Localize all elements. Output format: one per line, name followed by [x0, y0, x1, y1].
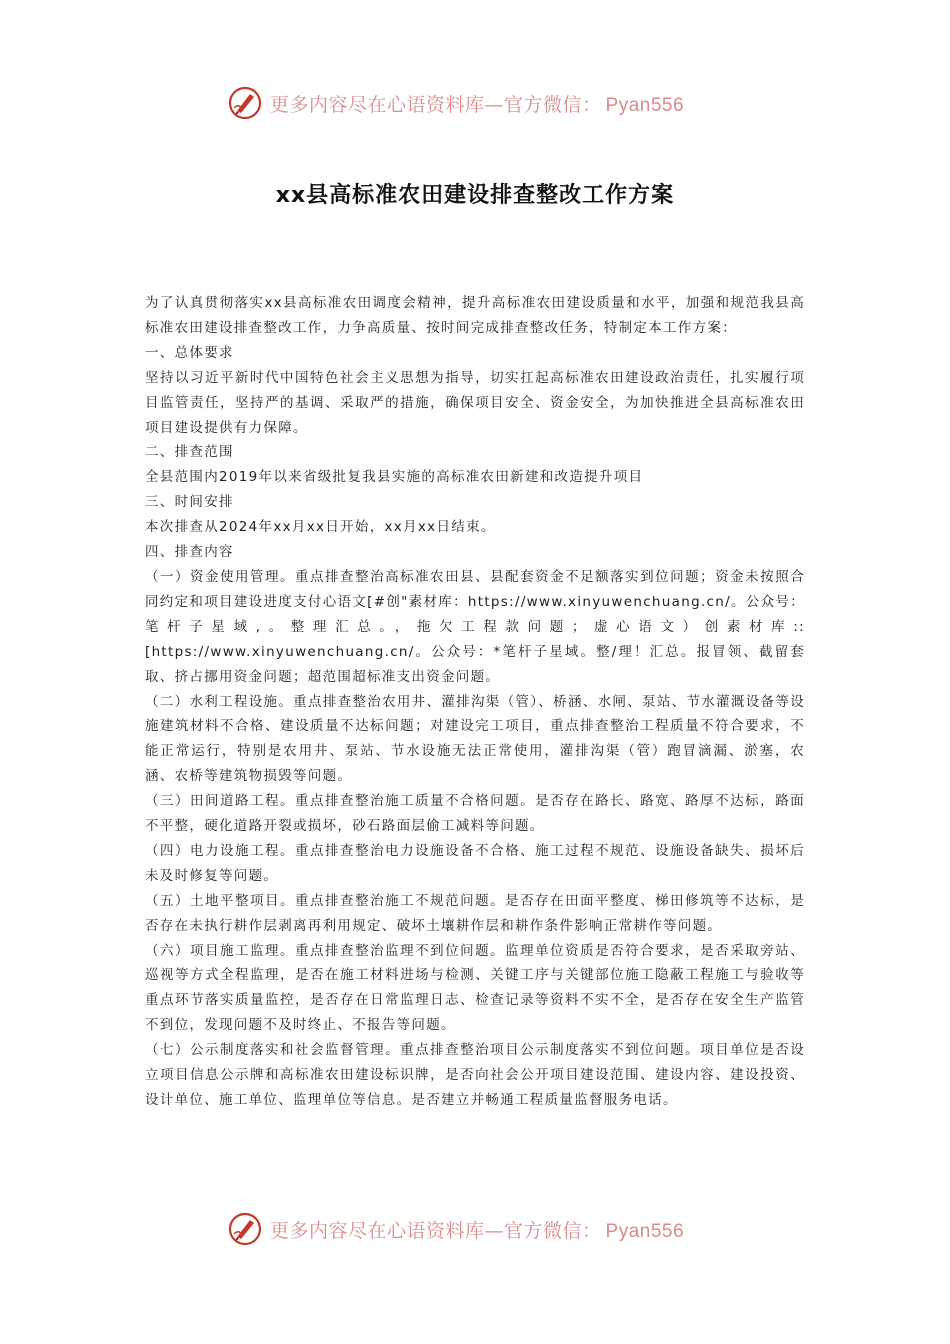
watermark-wechat-id: Pyan556	[605, 94, 685, 116]
pen-logo-icon	[228, 86, 262, 120]
watermark-text: 更多内容尽在心语资料库—官方微信： Pyan556	[270, 93, 685, 116]
document-title: xx县高标准农田建设排查整改工作方案	[275, 183, 675, 208]
paragraph-item-1: （一）资金使用管理。重点排查整治高标准农田县、县配套资金不足额落实到位问题；资金未按照合同约定和项目建设进度支付心语文[#创"素材库：https://www.xinyuwenchuang.cn/。公众号：笔杆子星域,。整理汇总。，拖欠工程款问题；虚心语文）创素材库::[https://www.xinyuwenchuang.cn/。公众号：*笔杆子星域。整/理！汇总。报冒领、截留套取、挤占挪用资金问题；超范围超标准支出资金问题。	[145, 568, 805, 685]
section-heading-schedule: 三、时间安排	[145, 494, 234, 511]
paragraph-item-4: （四）电力设施工程。重点排查整治电力设施设备不合格、施工过程不规范、设施设备缺失、损坏后未及时修复等问题。	[145, 842, 805, 884]
section-heading-scope: 二、排查范围	[145, 444, 234, 461]
pen-logo-icon	[228, 1212, 262, 1246]
intro-paragraph: 为了认真贯彻落实xx县高标准农田调度会精神，提升高标准农田建设质量和水平，加强和规范我县高标准农田建设排查整改工作，力争高质量、按时间完成排查整改任务，特制定本工作方案：	[145, 295, 805, 336]
paragraph-item-2: （二）水利工程设施。重点排查整治农用井、灌排沟渠（管）、桥涵、水闸、泵站、节水灌溉设备等设施建筑材料不合格、建设质量不达标问题；对建设完工项目，重点排查整治工程质量不符合要求，不能正常运行，特别是农用井、泵站、节水设施无法正常使用，灌排沟渠（管）跑冒滴漏、淤塞，农涵、农桥等建筑物损毁等问题。	[145, 693, 805, 785]
paragraph-item-3: （三）田间道路工程。重点排查整治施工质量不合格问题。是否存在路长、路宽、路厚不达标，路面不平整，硬化道路开裂或损坏，砂石路面层偷工减料等问题。	[145, 793, 805, 835]
paragraph-scope: 全县范围内2019年以来省级批复我县实施的高标准农田新建和改造提升项目	[145, 469, 644, 486]
paragraph-item-7: （七）公示制度落实和社会监督管理。重点排查整治项目公示制度落实不到位问题。项目单位是否设立项目信息公示牌和高标准农田建设标识牌，是否向社会公开项目建设范围、建设内容、建设投资、设计单位、施工单位、监理单位等信息。是否建立并畅通工程质量监督服务电话。	[145, 1042, 805, 1108]
section-heading-general: 一、总体要求	[145, 344, 234, 361]
paragraph-item-5: （五）土地平整项目。重点排查整治施工不规范问题。是否存在田面平整度、梯田修筑等不达标，是否存在未执行耕作层剥离再利用规定、破坏土壤耕作层和耕作条件影响正常耕作等问题。	[145, 892, 805, 934]
document-body	[145, 291, 805, 1113]
watermark-text: 更多内容尽在心语资料库—官方微信： Pyan556	[270, 1219, 685, 1242]
paragraph-schedule: 本次排查从2024年xx月xx日开始，xx月xx日结束。	[145, 519, 496, 536]
watermark-header	[228, 85, 728, 121]
watermark-wechat-id: Pyan556	[605, 1220, 685, 1242]
section-heading-content: 四、排查内容	[145, 544, 234, 561]
paragraph-general-requirements: 坚持以习近平新时代中国特色社会主义思想为指导，切实扛起高标准农田建设政治责任，扎实履行项目监管责任，坚持严的基调、采取严的措施，确保项目安全、资金安全，为加快推进全县高标准农田项目建设提供有力保障。	[145, 369, 805, 436]
watermark-footer	[228, 1211, 728, 1247]
paragraph-item-6: （六）项目施工监理。重点排查整治监理不到位问题。监理单位资质是否符合要求，是否采取旁站、巡视等方式全程监理，是否在施工材料进场与检测、关键工序与关键部位施工隐蔽工程施工与验收等重点环节落实质量监控，是否存在日常监理日志、检查记录等资料不实不全，是否存在安全生产监管不到位，发现问题不及时终止、不报告等问题。	[145, 942, 805, 1034]
